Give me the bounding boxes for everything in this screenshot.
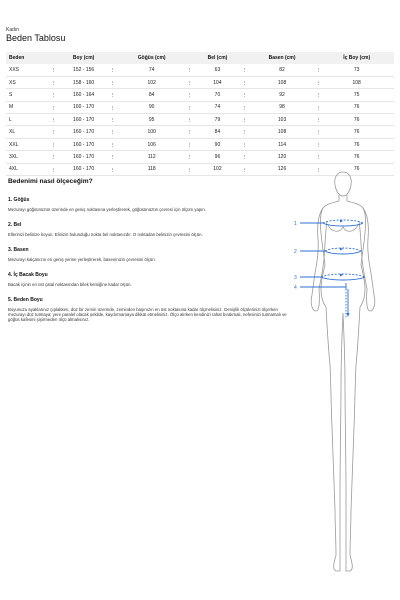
value-cell: 92 (245, 89, 320, 101)
body-figure (290, 165, 400, 585)
size-cell: S (6, 89, 54, 101)
breadcrumb[interactable]: Kadın (6, 27, 20, 33)
step-title: 5. Beden Boyu (8, 297, 43, 303)
measurement-guide (8, 178, 288, 332)
size-cell: 3XL (6, 151, 54, 163)
body-outline (311, 172, 375, 571)
value-cell: 108 (245, 76, 320, 88)
value-cell: 158 - 160 (54, 76, 113, 88)
table-body (6, 64, 394, 176)
value-cell: 82 (245, 64, 320, 76)
size-cell: M (6, 101, 54, 113)
size-cell: L (6, 114, 54, 126)
step-title: 3. Basen (8, 247, 29, 253)
table-row (6, 126, 394, 138)
value-cell: 118 (113, 163, 190, 175)
marker-labels (294, 221, 297, 291)
value-cell: 95 (113, 114, 190, 126)
value-cell: 76 (319, 151, 394, 163)
step-text: Mezurayı kalçanızın en geniş yerine yerleştirerek, baseninizin çevresini ölçün. (8, 257, 156, 262)
marker-label: 2 (294, 249, 297, 255)
value-cell: 160 - 170 (54, 126, 113, 138)
guide-step (8, 222, 288, 237)
table-row (6, 138, 394, 150)
step-text: Bacak içinin en üst çatal noktasından bilek kemiğine kadar ölçün. (8, 282, 132, 287)
guide-step (8, 272, 288, 287)
body-outline-illustration (290, 165, 400, 585)
value-cell: 76 (319, 101, 394, 113)
value-cell: 76 (319, 163, 394, 175)
step-title: 1. Göğüs (8, 197, 30, 203)
value-cell: 126 (245, 163, 320, 175)
table-row (6, 76, 394, 88)
column-header: Beden (6, 52, 54, 64)
size-cell: XXL (6, 138, 54, 150)
value-cell: 160 - 170 (54, 151, 113, 163)
value-cell: 108 (319, 76, 394, 88)
value-cell: 103 (245, 114, 320, 126)
value-cell: 76 (319, 114, 394, 126)
value-cell: 63 (190, 64, 245, 76)
guide-step (8, 247, 288, 262)
size-cell: XS (6, 76, 54, 88)
size-table (6, 52, 394, 176)
size-cell: XL (6, 126, 54, 138)
size-cell: 4XL (6, 163, 54, 175)
column-header: İç Boy (cm) (319, 52, 394, 64)
value-cell: 70 (190, 89, 245, 101)
value-cell: 152 - 156 (54, 64, 113, 76)
value-cell: 84 (113, 89, 190, 101)
table-row (6, 101, 394, 113)
table-header-row (6, 52, 394, 64)
value-cell: 76 (319, 126, 394, 138)
step-text: Boyunuzu ayaklarınız çıplakken, düz bir zemin üzerinde, zeminden başınızın en üst noktasına kadar ölçmelisiniz. Genişlik ölçülerinizi ölçerken mezurayı düz tutmaya; yere paralel olacak şekilde, kaydırmamaya dikkat etmelisiniz. Ölçü alırken kendinizi rahat bırakmalı, nefesinizi tutmamalı ve göğüs kafesini şişirmeden ölçü almalısınız. (8, 307, 287, 322)
value-cell: 112 (113, 151, 190, 163)
marker-label: 3 (294, 275, 297, 281)
value-cell: 114 (245, 138, 320, 150)
value-cell: 75 (319, 89, 394, 101)
value-cell: 84 (190, 126, 245, 138)
step-text: Mezurayı göğsünüzün üzerinde en geniş noktasına yerleştirerek, göğüsünüzün çevresi için ölçüm yapın. (8, 207, 207, 212)
marker-label: 4 (294, 285, 297, 291)
table-row (6, 64, 394, 76)
table-row (6, 151, 394, 163)
column-header: Göğüs (cm) (113, 52, 190, 64)
value-cell: 160 - 170 (54, 163, 113, 175)
measure-lines (300, 220, 365, 317)
value-cell: 102 (113, 76, 190, 88)
value-cell: 73 (319, 64, 394, 76)
value-cell: 76 (319, 138, 394, 150)
value-cell: 102 (190, 163, 245, 175)
value-cell: 160 - 170 (54, 138, 113, 150)
value-cell: 90 (190, 138, 245, 150)
column-header: Boy (cm) (54, 52, 113, 64)
column-header: Basen (cm) (245, 52, 320, 64)
page-header (6, 27, 394, 44)
value-cell: 90 (113, 101, 190, 113)
column-header: Bel (cm) (190, 52, 245, 64)
value-cell: 160 - 170 (54, 114, 113, 126)
value-cell: 79 (190, 114, 245, 126)
value-cell: 106 (113, 138, 190, 150)
step-title: 4. İç Bacak Boyu (8, 272, 48, 278)
inseam-arrow-icon (347, 313, 350, 317)
guide-step (8, 197, 288, 212)
value-cell: 160 - 170 (54, 101, 113, 113)
size-cell: XXS (6, 64, 54, 76)
value-cell: 160 - 164 (54, 89, 113, 101)
value-cell: 108 (245, 126, 320, 138)
step-title: 2. Bel (8, 222, 22, 228)
value-cell: 74 (190, 101, 245, 113)
value-cell: 104 (190, 76, 245, 88)
page-title: Beden Tablosu (6, 33, 66, 43)
value-cell: 98 (245, 101, 320, 113)
marker-label: 1 (294, 221, 297, 227)
value-cell: 100 (113, 126, 190, 138)
guide-title: Bedenimi nasıl ölçeceğim? (8, 178, 93, 185)
step-text: Ellerinizi belinize koyun. Elinizin bulunduğu nokta bel noktanızdır. O noktadan belinizin çevresini ölçün. (8, 232, 203, 237)
value-cell: 96 (190, 151, 245, 163)
value-cell: 74 (113, 64, 190, 76)
table-row (6, 114, 394, 126)
value-cell: 120 (245, 151, 320, 163)
guide-step (8, 297, 288, 322)
table-row (6, 89, 394, 101)
